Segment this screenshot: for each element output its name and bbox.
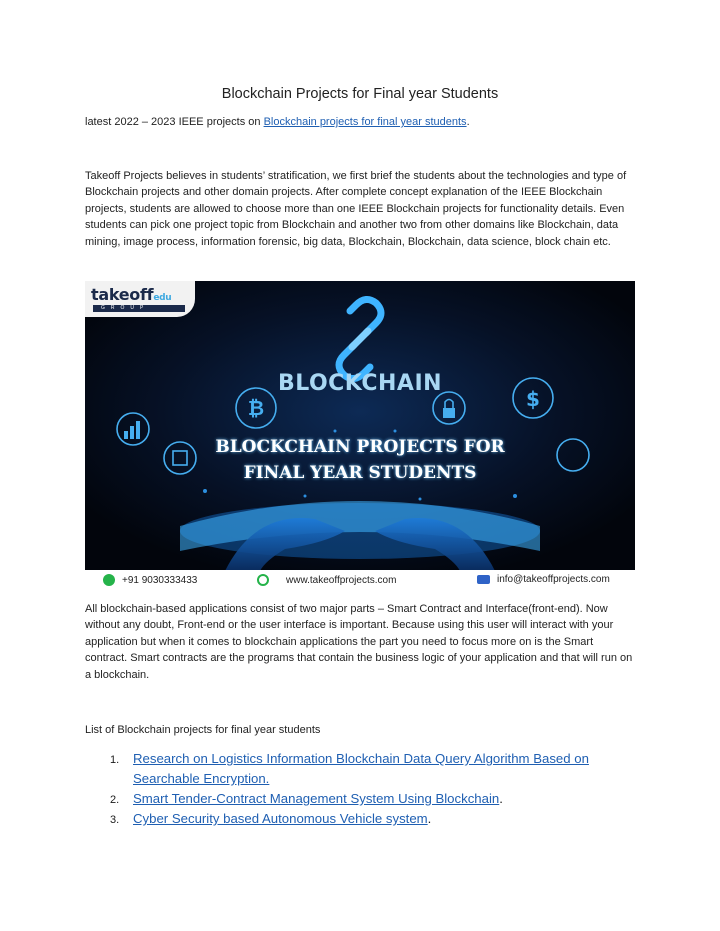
- banner-line-2: FINAL YEAR STUDENTS: [243, 463, 477, 483]
- project-link-2[interactable]: Smart Tender-Contract Management System Using Blockchain: [133, 791, 500, 806]
- phone-number: +91 9030333433: [122, 574, 198, 586]
- email-contact: [477, 574, 610, 585]
- list-item: [110, 789, 630, 809]
- item-number: 1.: [110, 754, 120, 766]
- takeoff-logo: [85, 281, 195, 317]
- banner-artwork: [85, 281, 635, 571]
- item-suffix: .: [499, 791, 503, 806]
- logo-main-text: takeoff: [91, 285, 154, 304]
- item-number: 2.: [110, 794, 120, 806]
- globe-icon: [257, 574, 269, 586]
- list-item: [110, 809, 630, 829]
- logo-group-text: GROUP: [101, 305, 150, 311]
- phone-contact: [103, 574, 197, 586]
- svg-text:$: $: [526, 387, 540, 411]
- project-link-1[interactable]: Research on Logistics Information Blockchain Data Query Algorithm Based on Searchable Encryption.: [133, 751, 589, 786]
- page-title: Blockchain Projects for Final year Students: [221, 86, 499, 102]
- banner-line-1: BLOCKCHAIN PROJECTS FOR: [215, 437, 505, 457]
- intro-line: [85, 116, 470, 128]
- whatsapp-icon: [103, 574, 115, 586]
- banner-heading: BLOCKCHAIN: [277, 371, 443, 396]
- logo-edu-text: edu: [153, 293, 172, 303]
- smart-contract-paragraph: All blockchain-based applications consist of two major parts – Smart Contract and Interface(front-end). Now without any doubt, Front-end or the user interface is important. Because using this user will interact with your application but when it comes to blockchain applications the part you need to focus more on is the Smart contract. Smart contracts are the programs that contain the business logic of your application and that will run on a blockchain.: [85, 603, 633, 681]
- description-paragraph: Takeoff Projects believes in students’ stratification, we first brief the students about the technologies and type of Blockchain projects and other domain projects. After complete concept explanation of the IEEE Blockchain projects, students are allowed to choose more than one IEEE Blockchain projects for functionality details. Even students can pick one project topic from Blockchain and another two from other domains like Blockchain, data mining, image process, information forensic, big data, Blockchain, Blockchain, data science, block chain etc.: [85, 170, 627, 248]
- list-item: [110, 749, 630, 789]
- intro-prefix: latest 2022 – 2023 IEEE projects on: [85, 116, 264, 128]
- website-contact: [257, 574, 396, 586]
- intro-suffix: .: [466, 116, 470, 128]
- blockchain-banner-image: [85, 281, 635, 591]
- mail-icon: [477, 575, 490, 584]
- contact-bar: [85, 570, 635, 591]
- svg-text:₿: ₿: [247, 396, 265, 420]
- email-text: info@takeoffprojects.com: [497, 574, 610, 585]
- item-number: 3.: [110, 814, 120, 826]
- list-heading: List of Blockchain projects for final year students: [85, 724, 321, 736]
- website-text: www.takeoffprojects.com: [286, 574, 397, 586]
- item-suffix: .: [427, 811, 432, 826]
- intro-link[interactable]: Blockchain projects for final year students: [263, 116, 467, 128]
- project-list: [110, 749, 630, 829]
- project-link-3[interactable]: Cyber Security based Autonomous Vehicle system: [133, 811, 428, 826]
